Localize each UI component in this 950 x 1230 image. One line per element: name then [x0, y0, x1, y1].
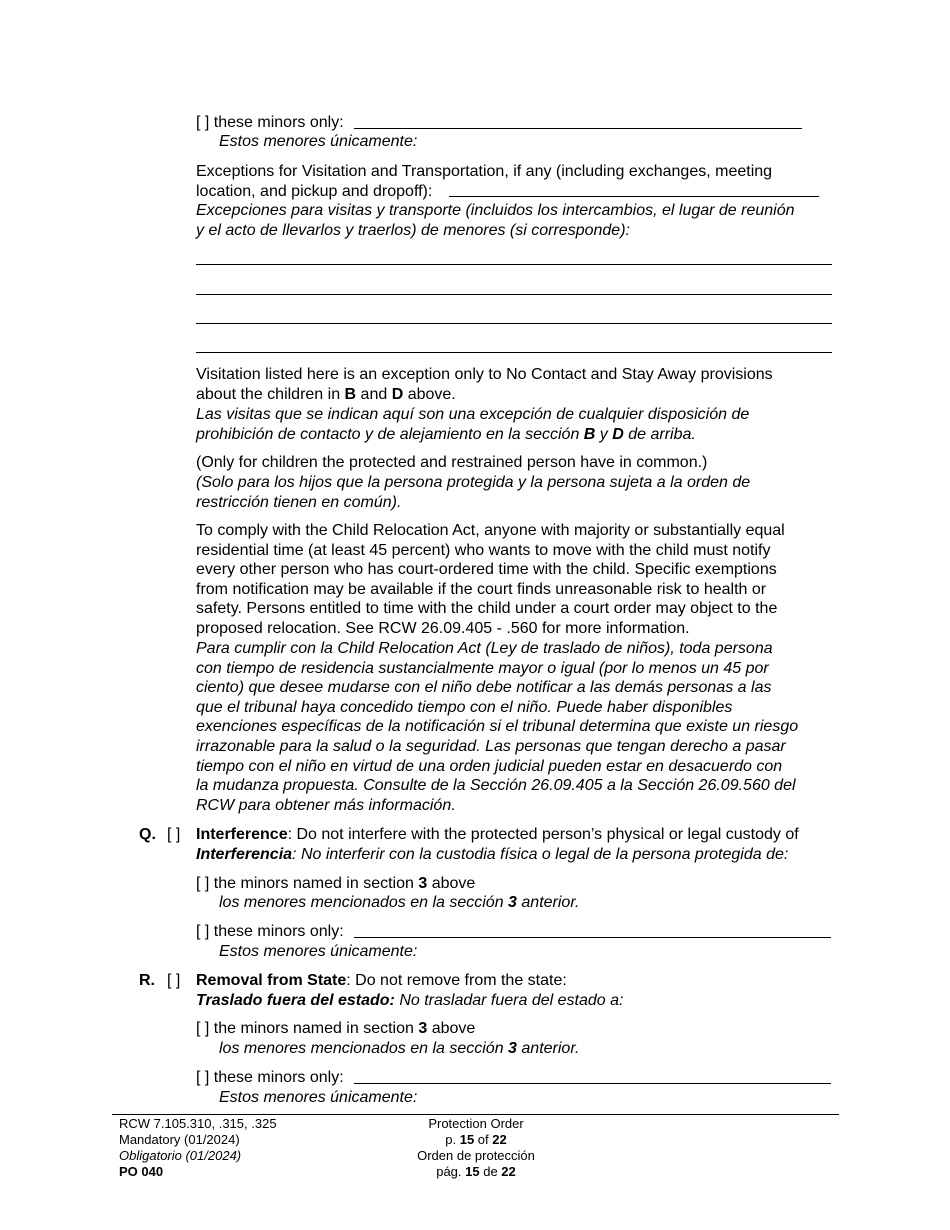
footer-left: [119, 1116, 277, 1180]
footer-title-en: Protection Order: [428, 1116, 524, 1131]
visitation-en-line2: about the children in B and D above.: [196, 385, 456, 403]
section-q-option-these: [196, 922, 344, 942]
section-q-heading-en: [196, 825, 799, 845]
relocation-en-line: proposed relocation. See RCW 26.09.405 - .560 for more information.: [196, 619, 690, 637]
section-r-opt1-section-num: 3: [418, 1020, 428, 1037]
top-minors-label-es: Estos menores únicamente:: [219, 133, 418, 150]
section-r-heading-es: [196, 991, 623, 1011]
top-minors-label: these minors only:: [213, 114, 344, 131]
common-children-es-line2: restricción tienen en común).: [196, 493, 402, 511]
section-q-opt2-label: these minors only:: [213, 923, 344, 940]
section-r-text-es: No trasladar fuera del estado a:: [394, 992, 624, 1009]
relocation-en-line: from notification may be available if the court finds unreasonable risk to health or: [196, 580, 767, 598]
visitation-en-line1: Visitation listed here is an exception only to No Contact and Stay Away provisions: [196, 366, 773, 383]
section-q-minors-input[interactable]: [354, 937, 831, 938]
exceptions-input-line-3[interactable]: [196, 323, 832, 324]
section-r-letter: R.: [139, 972, 155, 989]
footer-page-en: p. 15 of 22: [445, 1132, 507, 1147]
relocation-es: [196, 639, 798, 815]
section-q-title-es: Interferencia: [196, 846, 293, 863]
footer-obligatorio: Obligatorio (01/2024): [119, 1148, 242, 1163]
top-minors-option: [196, 113, 344, 133]
section-q-option-named-es: los menores mencionados en la sección 3 anterior.: [219, 894, 580, 911]
section-r-text-en: : Do not remove from the state:: [346, 972, 567, 989]
relocation-en-line: To comply with the Child Relocation Act, anyone with majority or substantially equal: [196, 522, 785, 539]
footer-title-es: Orden de protección: [417, 1148, 535, 1163]
relocation-en-line: safety. Persons entitled to time with the child under a court order may object to the: [196, 600, 778, 618]
section-r-minors-input[interactable]: [354, 1083, 831, 1084]
section-r-checkbox[interactable]: [ ]: [167, 972, 181, 989]
section-q-opt1-section-num: 3: [418, 875, 428, 892]
relocation-es-line: Para cumplir con la Child Relocation Act (Ley de traslado de niños), toda persona: [196, 640, 773, 657]
visitation-es-line1: Las visitas que se indican aquí son una excepción de cualquier disposición de: [196, 406, 750, 423]
top-minors-input[interactable]: [354, 128, 802, 129]
relocation-es-line: con tiempo de residencia sustancialmente mayor o igual (por lo menos un 45 por: [196, 659, 769, 677]
exceptions-text-es: [196, 201, 795, 240]
relocation-es-line: la mudanza propuesta. Consulte de la Sección 26.09.405 a la Sección 26.09.560 del: [196, 777, 796, 795]
section-r-opt1-text: the minors named in section: [213, 1020, 419, 1037]
visitation-note-es: [196, 405, 749, 444]
relocation-es-line: que el tribunal haya concedido tiempo con el niño. Puede haber disponibles: [196, 698, 733, 716]
common-children-es-line1: (Solo para los hijos que la persona protegida y la persona sujeta a la orden de: [196, 474, 751, 491]
section-r-opt2-label: these minors only:: [213, 1069, 344, 1086]
section-q-checkbox[interactable]: [ ]: [167, 826, 181, 843]
section-r-opt2-checkbox[interactable]: [ ]: [196, 1069, 210, 1086]
footer-mandatory: Mandatory (01/2024): [119, 1132, 240, 1147]
section-q-opt2-checkbox[interactable]: [ ]: [196, 923, 210, 940]
relocation-es-line: irrazonable para la salud o la seguridad. Las personas que tengan derecho a pasar: [196, 737, 786, 755]
section-r-opt1-suffix: above: [427, 1020, 476, 1037]
section-r-title-en: Removal from State: [196, 972, 347, 989]
footer-page-es: pág. 15 de 22: [436, 1164, 516, 1179]
section-q-option-these-es: Estos menores únicamente:: [219, 943, 418, 960]
section-q-option-named: [196, 874, 475, 894]
section-q-title-en: Interference: [196, 826, 288, 843]
top-minors-checkbox[interactable]: [ ]: [196, 114, 210, 131]
relocation-en-line: every other person who has court-ordered time with the child. Specific exemptions: [196, 561, 777, 579]
section-r-option-named-es: los menores mencionados en la sección 3 anterior.: [219, 1040, 580, 1057]
relocation-en-line: residential time (at least 45 percent) who wants to move with the child must notify: [196, 541, 771, 559]
footer-center: [376, 1116, 576, 1180]
footer-rcw: RCW 7.105.310, .315, .325: [119, 1116, 277, 1131]
exceptions-input-line-1[interactable]: [196, 264, 832, 265]
exceptions-input-line-4[interactable]: [196, 352, 832, 353]
footer-form-number: PO 040: [119, 1164, 164, 1179]
section-r-option-these: [196, 1068, 344, 1088]
section-q-opt1-suffix: above: [427, 875, 476, 892]
section-r-opt1-checkbox[interactable]: [ ]: [196, 1020, 210, 1037]
exceptions-input-inline[interactable]: [449, 196, 819, 197]
relocation-es-line: tiempo con el niño en virtud de una orden judicial pueden estar en desacuerdo con: [196, 757, 783, 775]
section-r-option-these-es: Estos menores únicamente:: [219, 1089, 418, 1106]
section-q-opt1-checkbox[interactable]: [ ]: [196, 875, 210, 892]
exceptions-es-line1: Excepciones para visitas y transporte (incluidos los intercambios, el lugar de reunión: [196, 202, 795, 219]
section-q-text-en: : Do not interfere with the protected person’s physical or legal custody of: [287, 826, 799, 843]
exceptions-en-line2: location, and pickup and dropoff):: [196, 182, 433, 200]
section-q-heading-es: [196, 845, 788, 865]
common-children-en: (Only for children the protected and restrained person have in common.): [196, 454, 708, 471]
common-children-es: [196, 473, 750, 512]
section-r-title-es: Traslado fuera del estado:: [196, 992, 395, 1009]
section-q-text-es: : No interferir con la custodia física o legal de la persona protegida de:: [292, 846, 789, 863]
section-q-letter: Q.: [139, 826, 156, 843]
footer-rule: [112, 1114, 839, 1115]
exceptions-es-line2: y el acto de llevarlos y traerlos) de menores (si corresponde):: [196, 221, 630, 239]
visitation-note-en: [196, 365, 773, 404]
relocation-es-line: exenciones específicas de la notificación si el tribunal determina que existe un riesgo: [196, 718, 799, 736]
section-r-heading-en: [196, 971, 567, 991]
exceptions-input-line-2[interactable]: [196, 294, 832, 295]
relocation-es-line: RCW para obtener más información.: [196, 796, 456, 814]
section-r-option-named: [196, 1019, 475, 1039]
exceptions-en-line1: Exceptions for Visitation and Transportation, if any (including exchanges, meeting: [196, 163, 773, 180]
visitation-es-line2: prohibición de contacto y de alejamiento en la sección B y D de arriba.: [196, 425, 696, 443]
relocation-es-line: ciento) que desee mudarse con el niño debe notificar a las demás personas a las: [196, 679, 772, 697]
section-q-opt1-text: the minors named in section: [213, 875, 419, 892]
relocation-en: [196, 521, 785, 639]
